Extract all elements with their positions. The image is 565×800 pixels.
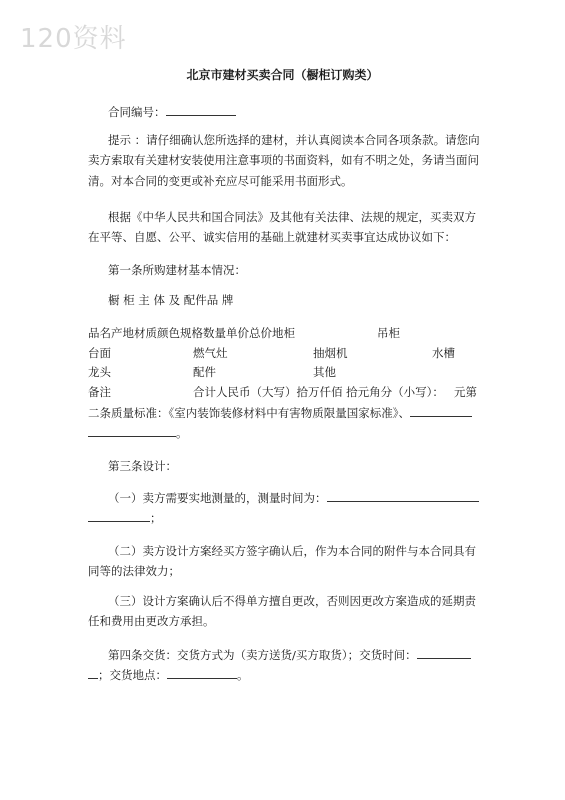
article-3-item-3-line-1: （三）设计方案确认后不得单方擅自更改，否则因更改方案造成的延期责: [108, 594, 476, 608]
contract-number: [108, 104, 236, 119]
contract-number-blank[interactable]: [166, 104, 236, 116]
article-2: [88, 405, 472, 420]
article-2-blank-1[interactable]: [410, 405, 472, 417]
measure-time-blank-2[interactable]: [88, 510, 150, 522]
article-3-item-3-line-2: 任和费用由更改方承担。: [88, 614, 215, 628]
item-faucet: 龙头: [88, 365, 111, 379]
item-other: 其他: [313, 365, 336, 379]
item-accessories: 配件: [193, 365, 216, 379]
yuan-article-2: 元第: [454, 385, 477, 399]
article-2-blank-2[interactable]: [88, 425, 176, 437]
delivery-place-label: ；交货地点：: [98, 668, 167, 682]
basis-line-2: 在平等、自愿、公平、诚实信用的基础上就建材买卖事宜达成协议如下：: [88, 230, 456, 244]
article-3-item-1: [108, 490, 479, 505]
basis-line-1: 根据《中华人民共和国合同法》及其他有关法律、法规的规定，买卖双方: [108, 210, 476, 224]
article-2-text: 二条质量标准：《室内装饰装修材料中有害物质限量国家标准》、: [88, 406, 410, 420]
article-2-continued: [88, 425, 188, 440]
article-4-continued: [88, 667, 249, 682]
contract-number-label: 合同编号：: [108, 105, 166, 119]
hanging-cabinet: 吊柜: [377, 326, 400, 340]
total-amount: 合计人民币（大写）拾万仟佰 拾元角分（小写）：: [193, 385, 444, 399]
article-3-item-1-continued: [88, 510, 162, 525]
table-header: 品名产地材质颜色规格数量单价总价地柜: [88, 326, 295, 340]
article-4-end: 。: [237, 668, 249, 682]
article-4: [108, 647, 471, 662]
item-gas-stove: 燃气灶: [193, 346, 228, 360]
delivery-time-blank-1[interactable]: [417, 647, 471, 659]
article-1-heading: 第一条所购建材基本情况：: [108, 263, 246, 277]
document-title: 北京市建材买卖合同（橱柜订购类）: [186, 68, 379, 82]
notice-line-3: 清。对本合同的变更或补充应尽可能采用书面形式。: [88, 174, 353, 188]
article-3-item-2-line-2: 同等的法律效力；: [88, 564, 180, 578]
item-countertop: 台面: [88, 346, 111, 360]
item-sink: 水槽: [432, 346, 455, 360]
delivery-time-blank-2[interactable]: [88, 667, 98, 679]
notice-line-2: 卖方索取有关建材安装使用注意事项的书面资料，如有不明之处，务请当面问: [88, 153, 479, 167]
article-4-text: 第四条交货：交货方式为（卖方送货/买方取货）；交货时间：: [108, 648, 417, 662]
measure-time-blank-1[interactable]: [327, 490, 479, 502]
article-3-item-2-line-1: （二）卖方设计方案经买方签字确认后，作为本合同的附件与本合同具有: [108, 544, 476, 558]
article-3-heading: 第三条设计：: [108, 459, 177, 473]
article-2-end: 。: [176, 426, 188, 440]
delivery-place-blank[interactable]: [167, 667, 237, 679]
item-range-hood: 抽烟机: [313, 346, 348, 360]
cabinet-brand: 橱 柜 主 体 及 配件品 牌: [108, 293, 234, 307]
article-3-item-1-end: ；: [150, 511, 162, 525]
article-3-item-1-text: （一）卖方需要实地测量的，测量时间为：: [108, 491, 327, 505]
watermark: 120资料: [20, 24, 127, 54]
notice-line-1: 提示 ：请仔细确认您所选择的建材，并认真阅读本合同各项条款。请您向: [108, 133, 480, 147]
remark-label: 备注: [88, 385, 111, 399]
